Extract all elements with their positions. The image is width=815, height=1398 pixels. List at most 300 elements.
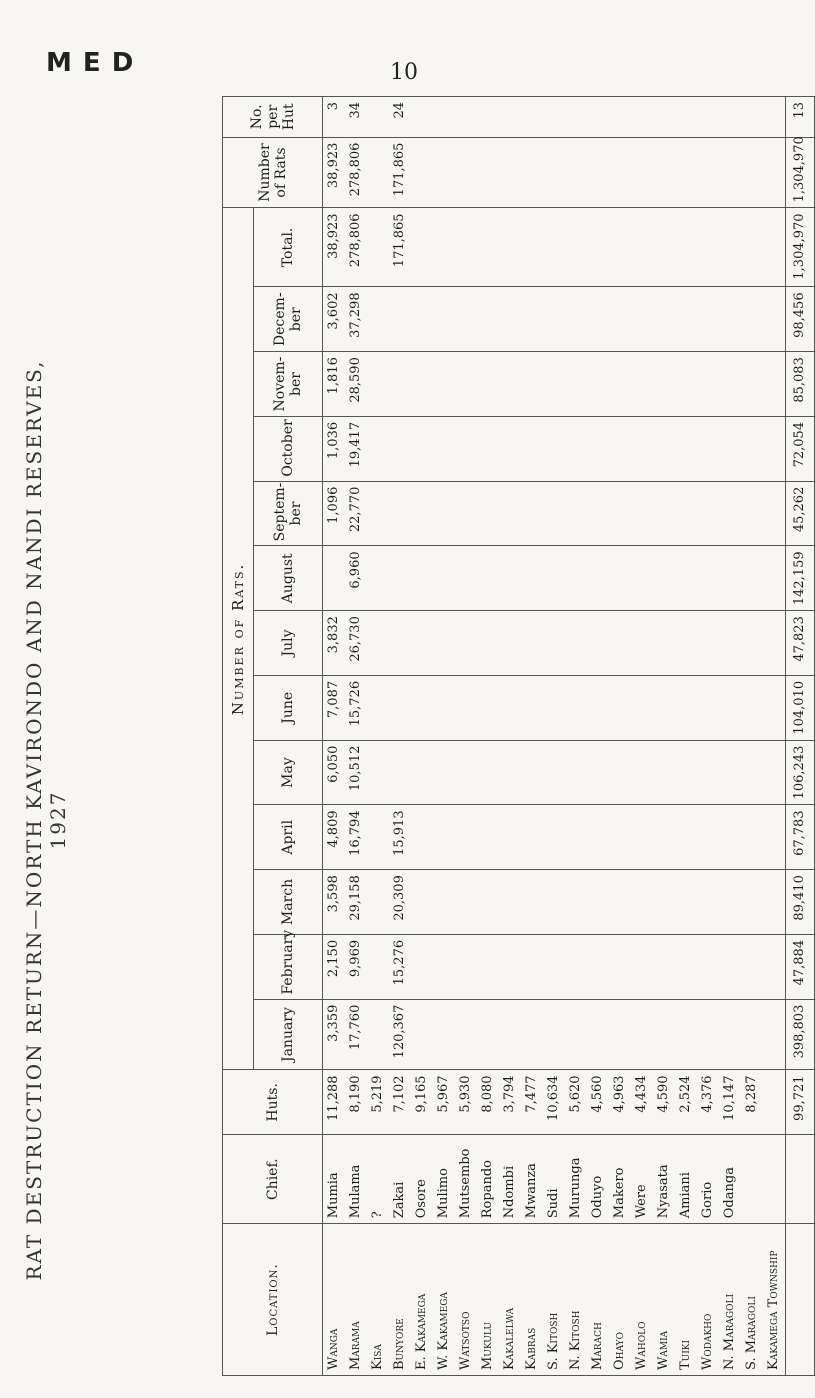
header-mark: M E D	[46, 48, 135, 78]
month-cell	[521, 287, 543, 352]
month-cell: 6,960	[345, 546, 367, 611]
month-cell	[565, 999, 587, 1070]
month-cell	[741, 675, 763, 740]
chief-cell: Odanga	[719, 1135, 741, 1224]
month-cell	[587, 805, 609, 870]
month-cell	[609, 999, 631, 1070]
huts-cell	[763, 1070, 786, 1135]
month-cell	[521, 805, 543, 870]
total-cell	[367, 208, 389, 287]
chief-cell: Ropando	[477, 1135, 499, 1224]
month-cell: 1,036	[323, 416, 346, 481]
month-cell	[719, 611, 741, 676]
header-total: Total.	[254, 208, 323, 287]
month-cell	[477, 546, 499, 611]
rats-cell: 38,923	[323, 137, 346, 208]
month-cell	[675, 999, 697, 1070]
month-cell	[719, 481, 741, 546]
rats-cell	[653, 137, 675, 208]
huts-cell: 4,963	[609, 1070, 631, 1135]
month-cell	[455, 934, 477, 999]
month-cell	[455, 611, 477, 676]
table-row	[543, 97, 565, 1376]
chief-cell: Mwanza	[521, 1135, 543, 1224]
chief-cell: Oduyo	[587, 1135, 609, 1224]
month-cell	[411, 546, 433, 611]
month-cell	[697, 740, 719, 805]
table-row	[499, 97, 521, 1376]
month-cell	[741, 546, 763, 611]
month-cell	[455, 870, 477, 935]
month-cell	[455, 287, 477, 352]
month-cell: 29,158	[345, 870, 367, 935]
table-row	[631, 97, 653, 1376]
header-month: October	[254, 416, 323, 481]
totals-total-cell: 1,304,970	[786, 208, 815, 287]
total-cell	[609, 208, 631, 287]
month-cell	[631, 611, 653, 676]
location-cell: E. Kakamega	[411, 1224, 433, 1376]
totals-month-cell: 98,456	[786, 287, 815, 352]
huts-cell: 5,930	[455, 1070, 477, 1135]
header-month: April	[254, 805, 323, 870]
month-cell	[675, 934, 697, 999]
chief-cell: Sudi	[543, 1135, 565, 1224]
month-cell	[433, 611, 455, 676]
month-cell	[741, 287, 763, 352]
month-cell	[477, 416, 499, 481]
month-cell	[763, 999, 786, 1070]
month-cell	[521, 999, 543, 1070]
per-hut-cell	[653, 97, 675, 138]
month-cell	[543, 999, 565, 1070]
total-cell	[477, 208, 499, 287]
total-cell	[697, 208, 719, 287]
month-cell	[763, 934, 786, 999]
month-cell	[697, 416, 719, 481]
per-hut-cell	[763, 97, 786, 138]
chief-cell: ?	[367, 1135, 389, 1224]
totals-location-cell	[786, 1224, 815, 1376]
month-cell	[719, 416, 741, 481]
total-cell	[411, 208, 433, 287]
month-cell	[433, 546, 455, 611]
month-cell	[367, 287, 389, 352]
totals-rats-cell: 1,304,970	[786, 137, 815, 208]
month-cell	[653, 675, 675, 740]
per-hut-cell	[565, 97, 587, 138]
month-cell: 2,150	[323, 934, 346, 999]
month-cell	[521, 611, 543, 676]
chief-cell: Amiani	[675, 1135, 697, 1224]
rats-cell	[477, 137, 499, 208]
chief-cell: Zakai	[389, 1135, 411, 1224]
month-cell	[543, 934, 565, 999]
month-cell	[565, 481, 587, 546]
month-cell	[587, 611, 609, 676]
table-row	[719, 97, 741, 1376]
month-cell	[499, 740, 521, 805]
month-cell	[367, 999, 389, 1070]
total-cell: 38,923	[323, 208, 346, 287]
month-cell: 6,050	[323, 740, 346, 805]
header-month: February	[254, 934, 323, 999]
header-month: Decem-ber	[254, 287, 323, 352]
huts-cell: 9,165	[411, 1070, 433, 1135]
month-cell	[587, 870, 609, 935]
month-cell	[389, 481, 411, 546]
per-hut-cell	[411, 97, 433, 138]
rats-cell	[367, 137, 389, 208]
month-cell	[631, 805, 653, 870]
totals-month-cell: 47,884	[786, 934, 815, 999]
rats-cell	[697, 137, 719, 208]
huts-cell: 5,219	[367, 1070, 389, 1135]
month-cell	[367, 546, 389, 611]
month-cell	[653, 481, 675, 546]
month-cell	[543, 675, 565, 740]
huts-cell: 4,560	[587, 1070, 609, 1135]
month-cell	[763, 870, 786, 935]
month-cell	[455, 675, 477, 740]
month-cell	[609, 546, 631, 611]
location-cell: N. Maragoli	[719, 1224, 741, 1376]
month-cell	[455, 481, 477, 546]
month-cell	[477, 611, 499, 676]
location-cell: N. Kitosh	[565, 1224, 587, 1376]
month-cell	[367, 481, 389, 546]
month-cell	[477, 999, 499, 1070]
total-cell	[675, 208, 697, 287]
month-cell	[455, 999, 477, 1070]
header-month: July	[254, 611, 323, 676]
chief-cell: Ndombi	[499, 1135, 521, 1224]
month-cell	[367, 352, 389, 417]
month-cell	[719, 287, 741, 352]
month-cell	[499, 870, 521, 935]
totals-month-cell: 72,054	[786, 416, 815, 481]
month-cell	[719, 805, 741, 870]
header-month: Novem-ber	[254, 352, 323, 417]
per-hut-cell	[543, 97, 565, 138]
header-huts: Huts.	[223, 1070, 323, 1135]
month-cell	[741, 611, 763, 676]
month-cell	[675, 870, 697, 935]
total-cell	[719, 208, 741, 287]
month-cell	[477, 934, 499, 999]
month-cell	[763, 611, 786, 676]
month-cell	[587, 416, 609, 481]
chief-cell: Were	[631, 1135, 653, 1224]
chief-cell	[741, 1135, 763, 1224]
month-cell: 3,598	[323, 870, 346, 935]
month-cell	[499, 999, 521, 1070]
month-cell	[741, 870, 763, 935]
location-cell: W. Kakamega	[433, 1224, 455, 1376]
month-cell	[697, 611, 719, 676]
month-cell	[411, 999, 433, 1070]
month-cell: 3,832	[323, 611, 346, 676]
month-cell	[675, 546, 697, 611]
per-hut-cell	[521, 97, 543, 138]
month-cell	[719, 546, 741, 611]
month-cell	[675, 481, 697, 546]
per-hut-cell	[741, 97, 763, 138]
month-cell	[719, 934, 741, 999]
month-cell	[499, 934, 521, 999]
per-hut-cell	[719, 97, 741, 138]
month-cell	[411, 870, 433, 935]
month-cell	[477, 805, 499, 870]
month-cell	[609, 675, 631, 740]
huts-cell: 10,634	[543, 1070, 565, 1135]
month-cell	[565, 934, 587, 999]
per-hut-cell	[675, 97, 697, 138]
totals-row	[786, 97, 815, 1376]
month-cell	[631, 740, 653, 805]
month-cell	[367, 740, 389, 805]
month-cell	[389, 546, 411, 611]
month-cell	[719, 352, 741, 417]
chief-cell: Mulimo	[433, 1135, 455, 1224]
month-cell	[653, 805, 675, 870]
month-cell	[455, 352, 477, 417]
month-cell	[389, 352, 411, 417]
month-cell	[587, 675, 609, 740]
location-cell: Bunyore	[389, 1224, 411, 1376]
month-cell	[631, 934, 653, 999]
rats-cell: 171,865	[389, 137, 411, 208]
month-cell	[389, 287, 411, 352]
month-cell	[521, 481, 543, 546]
page-number: 10	[390, 60, 418, 85]
table-body	[323, 97, 815, 1376]
header-month: August	[254, 546, 323, 611]
totals-month-cell: 142,159	[786, 546, 815, 611]
month-cell	[565, 546, 587, 611]
huts-cell: 5,967	[433, 1070, 455, 1135]
chief-cell: Mutsembo	[455, 1135, 477, 1224]
location-cell: Mukulu	[477, 1224, 499, 1376]
total-cell	[565, 208, 587, 287]
month-cell	[455, 805, 477, 870]
month-cell	[499, 675, 521, 740]
total-cell	[763, 208, 786, 287]
month-cell	[411, 611, 433, 676]
month-cell	[411, 416, 433, 481]
month-cell	[741, 805, 763, 870]
per-hut-cell	[587, 97, 609, 138]
month-cell	[763, 675, 786, 740]
month-cell	[653, 287, 675, 352]
month-cell	[543, 546, 565, 611]
month-cell	[763, 416, 786, 481]
month-cell	[609, 287, 631, 352]
month-cell	[565, 805, 587, 870]
huts-cell: 4,434	[631, 1070, 653, 1135]
month-cell	[389, 416, 411, 481]
rats-cell	[763, 137, 786, 208]
month-cell: 3,359	[323, 999, 346, 1070]
month-cell: 19,417	[345, 416, 367, 481]
month-cell	[631, 999, 653, 1070]
location-cell: Wodakho	[697, 1224, 719, 1376]
month-cell	[697, 481, 719, 546]
month-cell	[543, 611, 565, 676]
month-cell	[675, 352, 697, 417]
month-cell: 3,602	[323, 287, 346, 352]
huts-cell: 4,590	[653, 1070, 675, 1135]
huts-cell: 8,080	[477, 1070, 499, 1135]
month-cell	[433, 287, 455, 352]
month-cell	[631, 416, 653, 481]
location-cell: S. Maragoli	[741, 1224, 763, 1376]
month-cell: 120,367	[389, 999, 411, 1070]
month-cell	[477, 352, 499, 417]
month-cell	[323, 546, 346, 611]
total-cell	[499, 208, 521, 287]
month-cell	[741, 481, 763, 546]
header-no-per-hut: No. per Hut	[223, 97, 323, 138]
table-row	[477, 97, 499, 1376]
huts-cell: 7,477	[521, 1070, 543, 1135]
month-cell	[499, 481, 521, 546]
month-cell	[697, 287, 719, 352]
month-cell	[741, 740, 763, 805]
month-cell	[499, 546, 521, 611]
month-cell: 17,760	[345, 999, 367, 1070]
header-month: June	[254, 675, 323, 740]
month-cell	[565, 287, 587, 352]
total-cell	[631, 208, 653, 287]
month-cell	[609, 481, 631, 546]
rats-cell	[521, 137, 543, 208]
totals-month-cell: 106,243	[786, 740, 815, 805]
location-cell: Wanga	[323, 1224, 346, 1376]
month-cell	[587, 481, 609, 546]
month-cell	[719, 999, 741, 1070]
table-row	[763, 97, 786, 1376]
month-cell	[499, 805, 521, 870]
totals-per-hut-cell: 13	[786, 97, 815, 138]
chief-cell: Nyasata	[653, 1135, 675, 1224]
header-month: January	[254, 999, 323, 1070]
table-row	[521, 97, 543, 1376]
month-cell	[631, 546, 653, 611]
table-row	[565, 97, 587, 1376]
location-cell: Watsotso	[455, 1224, 477, 1376]
month-cell	[455, 546, 477, 611]
month-cell: 37,298	[345, 287, 367, 352]
month-cell	[367, 870, 389, 935]
month-cell: 16,794	[345, 805, 367, 870]
month-cell	[675, 740, 697, 805]
total-cell: 278,806	[345, 208, 367, 287]
huts-cell: 8,190	[345, 1070, 367, 1135]
month-cell	[675, 675, 697, 740]
month-cell	[565, 416, 587, 481]
month-cell: 26,730	[345, 611, 367, 676]
month-cell	[719, 870, 741, 935]
month-cell	[653, 999, 675, 1070]
month-cell	[675, 287, 697, 352]
month-cell: 10,512	[345, 740, 367, 805]
month-cell	[609, 611, 631, 676]
month-cell	[433, 934, 455, 999]
table-row	[587, 97, 609, 1376]
month-cell	[609, 416, 631, 481]
month-cell	[543, 805, 565, 870]
rat-return-table	[222, 96, 815, 1376]
month-cell	[587, 287, 609, 352]
month-cell	[433, 352, 455, 417]
month-cell	[565, 870, 587, 935]
location-cell: Kakalelwa	[499, 1224, 521, 1376]
location-cell: Marach	[587, 1224, 609, 1376]
month-cell	[411, 287, 433, 352]
huts-cell: 11,288	[323, 1070, 346, 1135]
month-cell	[565, 352, 587, 417]
per-hut-cell: 24	[389, 97, 411, 138]
month-cell	[565, 611, 587, 676]
month-cell	[697, 352, 719, 417]
totals-chief-cell	[786, 1135, 815, 1224]
month-cell	[587, 999, 609, 1070]
month-cell	[411, 481, 433, 546]
table-row	[323, 97, 346, 1376]
month-cell: 15,726	[345, 675, 367, 740]
month-cell	[543, 870, 565, 935]
month-cell	[499, 611, 521, 676]
month-cell	[433, 805, 455, 870]
month-cell	[741, 999, 763, 1070]
month-cell	[741, 416, 763, 481]
total-cell	[433, 208, 455, 287]
rats-cell	[499, 137, 521, 208]
totals-month-cell: 398,803	[786, 999, 815, 1070]
table-row	[653, 97, 675, 1376]
header-number-of-rats: Number of Rats	[223, 137, 323, 208]
month-cell	[389, 675, 411, 740]
huts-cell: 4,376	[697, 1070, 719, 1135]
location-cell: Marama	[345, 1224, 367, 1376]
month-cell: 7,087	[323, 675, 346, 740]
month-cell	[521, 740, 543, 805]
month-cell	[631, 287, 653, 352]
rats-cell	[565, 137, 587, 208]
month-cell	[543, 481, 565, 546]
month-cell	[697, 999, 719, 1070]
rats-cell	[587, 137, 609, 208]
month-cell	[609, 805, 631, 870]
totals-huts-cell: 99,721	[786, 1070, 815, 1135]
month-cell	[653, 934, 675, 999]
month-cell	[697, 805, 719, 870]
month-cell	[653, 416, 675, 481]
month-cell	[389, 611, 411, 676]
chief-cell	[763, 1135, 786, 1224]
month-cell	[433, 999, 455, 1070]
month-cell	[411, 352, 433, 417]
month-cell	[587, 740, 609, 805]
month-cell	[631, 481, 653, 546]
month-cell	[763, 805, 786, 870]
month-cell	[499, 287, 521, 352]
chief-cell: Makero	[609, 1135, 631, 1224]
month-cell: 9,969	[345, 934, 367, 999]
table-row	[367, 97, 389, 1376]
location-cell: Kisa	[367, 1224, 389, 1376]
